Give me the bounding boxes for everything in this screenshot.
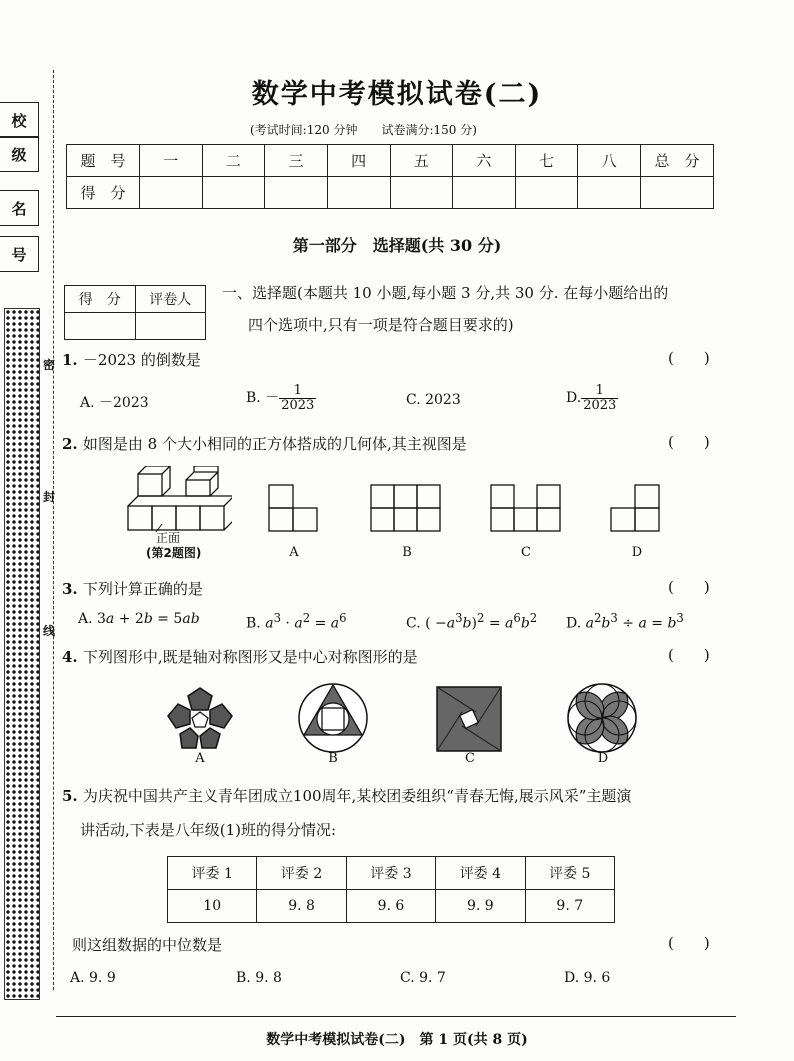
q5-score-cell: 9. 9 [436, 890, 525, 923]
score-cell: 题 号 [67, 145, 140, 177]
score-cell: 得 分 [67, 177, 140, 209]
q1-option-d[interactable] [566, 384, 618, 412]
q5-table-scores [168, 890, 615, 923]
q5-answer-blank[interactable]: ( ) [668, 934, 710, 952]
q5-text-line1: 为庆祝中国共产主义青年团成立100周年,某校团委组织“青春无悔,展示风采”主题演 [82, 787, 632, 805]
q5-header-cell: 评委 3 [346, 857, 435, 890]
grader-label: 评卷人 [135, 286, 206, 313]
score-entry[interactable] [390, 177, 453, 209]
q2-solid-figure [122, 466, 232, 536]
q1-text: －2023 的倒数是 [82, 351, 201, 369]
q1-option-b-fraction [279, 384, 316, 412]
score-cell: 二 [202, 145, 265, 177]
q5-score-cell: 9. 7 [525, 890, 614, 923]
q1-answer-blank[interactable]: ( ) [668, 349, 710, 367]
number-label: 号 [0, 236, 39, 272]
q3-stem [62, 578, 203, 599]
q2-view-a[interactable] [268, 484, 318, 532]
q1-option-c[interactable]: C. 2023 [406, 392, 461, 408]
q2-view-b[interactable] [370, 484, 442, 532]
q2-label-b: B [402, 545, 412, 560]
q2-label-a: A [289, 545, 299, 560]
instructions-line2: 四个选项中,只有一项是符合题目要求的) [248, 316, 514, 334]
q1-option-d-prefix: D. [566, 390, 582, 407]
q4-figure-d[interactable] [566, 682, 638, 754]
score-entry[interactable] [578, 177, 641, 209]
q3-answer-blank[interactable]: ( ) [668, 578, 710, 596]
score-cell: 三 [265, 145, 328, 177]
q5-text-line2: 讲活动,下表是八年级(1)班的得分情况: [80, 821, 337, 839]
q2-view-d[interactable] [610, 484, 660, 532]
score-cell: 四 [327, 145, 390, 177]
seal-mark-feng: 封 [43, 490, 56, 504]
q1-b-denominator: 2023 [281, 397, 315, 413]
q2-front-label: 正面 [156, 531, 181, 545]
q5-option-a[interactable]: A. 9. 9 [70, 970, 116, 986]
q5-stem-line1 [62, 785, 631, 806]
q1-b-numerator: 1 [279, 384, 316, 399]
q2-label-c: C [521, 545, 531, 560]
q4-label-d: D [597, 751, 609, 766]
q5-option-b[interactable]: B. 9. 8 [236, 970, 282, 986]
q2-number: 2. [62, 435, 78, 453]
score-entry[interactable] [515, 177, 578, 209]
q2-answer-blank[interactable]: ( ) [668, 433, 710, 451]
q5-score-cell: 9. 6 [346, 890, 435, 923]
q4-label-c: C [465, 751, 475, 766]
score-cell: 七 [515, 145, 578, 177]
q2-stem [62, 433, 467, 454]
instructions-line1: 一、选择题(本题共 10 小题,每小题 3 分,共 30 分. 在每小题给出的 [222, 284, 669, 302]
q4-number: 4. [62, 648, 78, 666]
q1-option-a[interactable]: A. －2023 [80, 395, 149, 411]
score-entry[interactable] [327, 177, 390, 209]
q5-table-header [168, 857, 615, 890]
grader-box [64, 285, 206, 340]
q5-option-d[interactable]: D. 9. 6 [564, 970, 611, 986]
score-entry[interactable] [453, 177, 516, 209]
q5-number: 5. [62, 787, 78, 805]
score-entry[interactable] [265, 177, 328, 209]
q1-option-b[interactable] [246, 384, 316, 412]
school-label: 校 [0, 102, 39, 138]
score-table-header-row [67, 145, 714, 177]
footer-rule [56, 1016, 736, 1017]
q1-option-b-prefix: B. － [246, 390, 280, 407]
q4-figure-a[interactable] [164, 684, 236, 752]
q4-text: 下列图形中,既是轴对称图形又是中心对称图形的是 [82, 648, 418, 666]
q2-view-c[interactable] [490, 484, 562, 532]
name-label: 名 [0, 190, 39, 226]
q4-label-a: A [195, 751, 205, 766]
q3-option-d[interactable]: D. $a^2b^3 \div a = b^3$ [566, 611, 684, 632]
q4-label-b: B [328, 751, 338, 766]
score-table [66, 144, 714, 209]
q4-answer-blank[interactable]: ( ) [668, 646, 710, 664]
q2-label-d: D [631, 545, 643, 560]
binding-hatch-strip [4, 308, 40, 1000]
q5-header-cell: 评委 4 [436, 857, 525, 890]
score-cell: 八 [578, 145, 641, 177]
q5-score-cell: 9. 8 [257, 890, 346, 923]
seal-mark-mi: 密 [43, 358, 56, 372]
q3-text: 下列计算正确的是 [82, 580, 203, 598]
score-cell: 六 [453, 145, 516, 177]
q5-option-c[interactable]: C. 9. 7 [400, 970, 446, 986]
q5-header-cell: 评委 1 [168, 857, 257, 890]
q5-question: 则这组数据的中位数是 [72, 936, 223, 954]
q1-option-d-fraction [581, 384, 618, 412]
q5-score-cell: 10 [168, 890, 257, 923]
q4-figure-b[interactable] [297, 682, 369, 754]
q3-option-c[interactable]: C. ( $-a^3b)^2 = a^6b^2$ [406, 611, 538, 632]
q3-option-b[interactable]: B. $a^3 \cdot a^2 = a^6$ [246, 611, 347, 632]
grader-name-entry[interactable] [135, 313, 206, 340]
grade-label: 级 [0, 136, 39, 172]
score-entry[interactable] [140, 177, 203, 209]
exam-title: 数学中考模拟试卷(二) [251, 79, 543, 110]
binding-dashed-line [53, 70, 54, 990]
q2-figure-caption: (第2题图) [146, 546, 202, 560]
q5-header-cell: 评委 5 [525, 857, 614, 890]
score-cell: 五 [390, 145, 453, 177]
q5-header-cell: 评委 2 [257, 857, 346, 890]
q1-d-denominator: 2023 [583, 397, 617, 413]
q1-stem [62, 349, 201, 370]
exam-subtitle: (考试时间:120 分钟 试卷满分:150 分) [250, 123, 477, 137]
q3-number: 3. [62, 580, 78, 598]
grader-score-entry[interactable] [65, 313, 136, 340]
score-cell: 一 [140, 145, 203, 177]
section-title: 第一部分 选择题(共 30 分) [292, 236, 502, 255]
score-table-score-row [67, 177, 714, 209]
score-entry[interactable] [641, 177, 714, 209]
score-cell: 总 分 [641, 145, 714, 177]
q3-option-a[interactable]: A. 3a + 2b = 5ab [78, 611, 200, 627]
q2-text: 如图是由 8 个大小相同的正方体搭成的几何体,其主视图是 [82, 435, 467, 453]
q1-number: 1. [62, 351, 78, 369]
score-entry[interactable] [202, 177, 265, 209]
q4-stem [62, 646, 418, 667]
q5-score-table [167, 856, 615, 923]
grader-score-label: 得 分 [65, 286, 136, 313]
q1-d-numerator: 1 [581, 384, 618, 399]
seal-mark-xian: 线 [43, 624, 56, 638]
page-footer: 数学中考模拟试卷(二) 第 1 页(共 8 页) [266, 1032, 528, 1048]
q4-figure-c[interactable] [436, 686, 502, 752]
